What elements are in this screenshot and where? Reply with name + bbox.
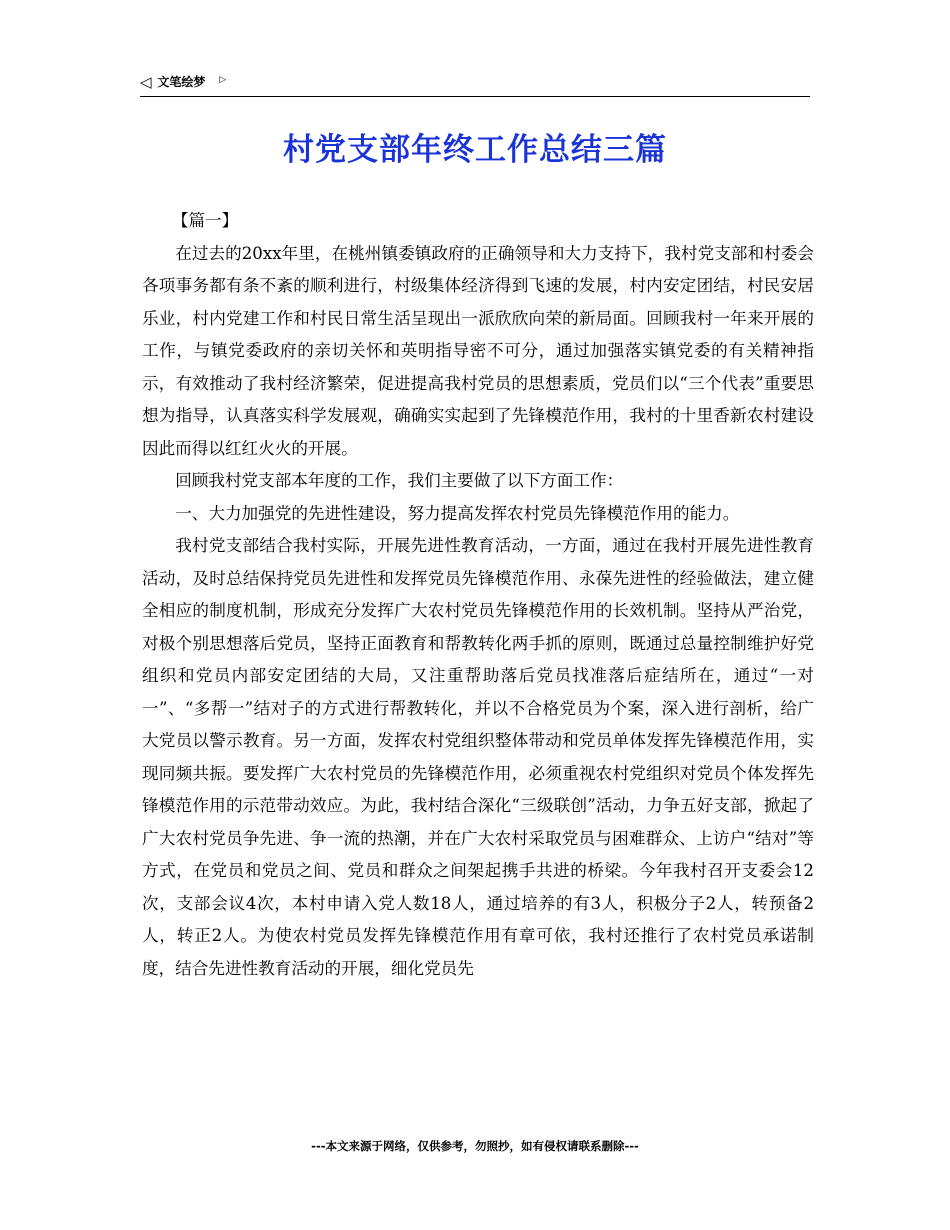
paragraph: 在过去的20xx年里，在桃州镇委镇政府的正确领导和大力支持下，我村党支部和村委会各项事务都有条不紊的顺利进行，村级集体经济得到飞速的发展，村内安定团结，村民安居乐业，村内党建工作和村民日常生活呈现出一派欣欣向荣的新局面。回顾我村一年来开展的工作，与镇党委政府的亲切关怀和英明指导密不可分，通过加强落实镇党委的有关精神指示，有效推动了我村经济繁荣，促进提高我村党员的思想素质，党员们以“三个代表”重要思想为指导，认真落实科学发展观，确确实实起到了先锋模范作用，我村的十里香新农村建设因此而得以红红火火的开展。	[142, 243, 814, 458]
triangle-left-icon: ◁	[140, 73, 152, 91]
paragraph: 回顾我村党支部本年度的工作，我们主要做了以下方面工作：	[175, 471, 624, 490]
paragraph: 一、大力加强党的先进性建设，努力提高发挥农村党员先锋模范作用的能力。	[175, 503, 740, 523]
header-brand: 文笔绘梦	[157, 75, 206, 89]
section-label: 【篇一】	[171, 211, 239, 230]
page-header	[140, 72, 810, 97]
document-body	[142, 205, 814, 985]
footer-disclaimer: ---本文来源于网络，仅供参考，勿照抄，如有侵权请联系删除---	[311, 1139, 639, 1153]
triangle-right-icon: ▷	[219, 75, 227, 85]
document-title: 村党支部年终工作总结三篇	[283, 132, 667, 168]
paragraph: 我村党支部结合我村实际，开展先进性教育活动，一方面，通过在我村开展先进性教育活动，及时总结保持党员先进性和发挥党员先锋模范作用、永葆先进性的经验做法，建立健全相应的制度机制，形成充分发挥广大农村党员先锋模范作用的长效机制。坚持从严治党，对极个别思想落后党员，坚持正面教育和帮教转化两手抓的原则，既通过总量控制维护好党组织和党员内部安定团结的大局，又注重帮助落后党员找准落后症结所在，通过“一对一”、“多帮一”结对子的方式进行帮教转化，并以不合格党员为个案，深入进行剖析，给广大党员以警示教育。另一方面，发挥农村党组织整体带动和党员单体发挥先锋模范作用，实现同频共振。要发挥广大农村党员的先锋模范作用，必须重视农村党组织对党员个体发挥先锋模范作用的示范带动效应。为此，我村结合深化“三级联创”活动，力争五好支部，掀起了广大农村党员争先进、争一流的热潮，并在广大农村采取党员与困难群众、上访户“结对”等方式，在党员和党员之间、党员和群众之间架起携手共进的桥梁。今年我村召开支委会12次，支部会议4次，本村申请入党人数18人，通过培养的有3人，积极分子2人，转预备2人，转正2人。为使农村党员发挥先锋模范作用有章可依，我村还推行了农村党员承诺制度，结合先进性教育活动的开展，细化党员先	[142, 536, 814, 978]
